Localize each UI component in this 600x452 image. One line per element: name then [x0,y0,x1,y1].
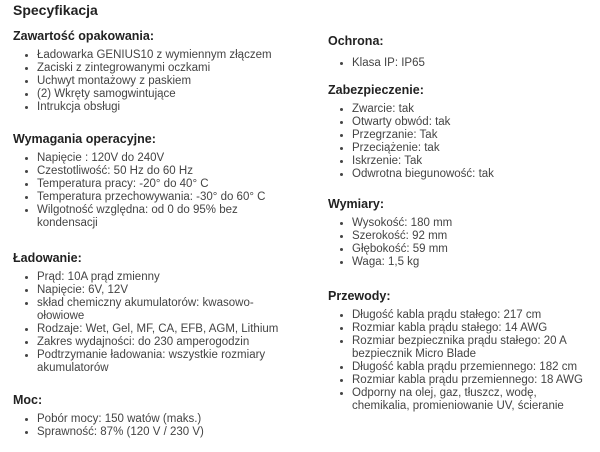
spec-list [328,57,593,70]
spec-item: Wilgotność względna: od 0 do 95% bez kondensacji [13,204,252,230]
spec-item: Długość kabla prądu stałego: 217 cm [328,309,593,322]
spec-item: Klasa IP: IP65 [328,57,593,70]
spec-item: Napięcie: 6V, 12V [13,284,308,297]
spec-item: Odporny na olej, gaz, tłuszcz, wodę, chemikalia, promieniowanie UV, ścieranie [328,387,580,413]
page-title: Specyfikacja [13,2,98,18]
spec-item: Temperatura pracy: -20° do 40° C [13,178,308,191]
spec-item: Otwarty obwód: tak [328,116,593,129]
spec-item: (2) Wkręty samogwintujące [13,88,308,101]
section-heading: Ochrona: [328,34,384,48]
spec-item: Rozmiar bezpiecznika prądu stałego: 20 A bezpiecznik Micro Blade [328,335,567,361]
spec-item: Uchwyt montażowy z paskiem [13,75,308,88]
section-package-contents [13,28,308,114]
spec-list [13,49,308,114]
spec-item: Waga: 1,5 kg [328,256,593,269]
spec-item: Rozmiar kabla prądu stałego: 14 AWG [328,322,593,335]
spec-list [328,103,593,181]
section-heading: Przewody: [328,289,391,303]
spec-item: Iskrzenie: Tak [328,155,593,168]
spec-item: Zakres wydajności: do 230 amperogodzin [13,336,308,349]
section-heading: Wymiary: [328,197,385,211]
spec-item: Pobór mocy: 150 watów (maks.) [13,413,308,426]
spec-list [13,152,308,230]
spec-item: Podtrzymanie ładowania: wszystkie rozmiary akumulatorów [13,349,287,375]
section-power [13,392,308,439]
section-dimensions [328,196,593,269]
spec-item: Temperatura przechowywania: -30° do 60° C [13,191,308,204]
spec-item: Wysokość: 180 mm [328,217,593,230]
spec-item: Przegrzanie: Tak [328,129,593,142]
section-heading: Ładowanie: [13,251,82,265]
section-heading: Wymagania operacyjne: [13,132,156,146]
section-cables [328,288,593,413]
spec-item: Intrukcja obsługi [13,101,308,114]
spec-item: Czestotliwość: 50 Hz do 60 Hz [13,165,308,178]
section-charging [13,250,308,375]
section-operating-requirements [13,131,308,230]
spec-item: Prąd: 10A prąd zmienny [13,271,308,284]
section-protection [328,33,593,70]
spec-item: Przeciążenie: tak [328,142,593,155]
spec-item: Szerokość: 92 mm [328,230,593,243]
spec-item: Odwrotna biegunowość: tak [328,168,593,181]
section-heading: Moc: [13,393,43,407]
spec-item: Rozmiar kabla prądu przemiennego: 18 AWG [328,374,593,387]
spec-list [13,271,308,375]
spec-list [13,413,308,439]
spec-list [328,217,593,269]
section-heading: Zawartość opakowania: [13,29,155,43]
spec-item: Zwarcie: tak [328,103,593,116]
spec-list [328,309,593,413]
spec-item: Rodzaje: Wet, Gel, MF, CA, EFB, AGM, Lithium [13,323,308,336]
section-heading: Zabezpieczenie: [328,83,424,97]
spec-item: Sprawność: 87% (120 V / 230 V) [13,426,308,439]
spec-item: Długość kabla prądu przemiennego: 182 cm [328,361,593,374]
spec-item: Ładowarka GENIUS10 z wymiennym złączem [13,49,308,62]
section-safety [328,82,593,181]
spec-item: Napięcie : 120V do 240V [13,152,308,165]
spec-item: Zaciski z zintegrowanymi oczkami [13,62,308,75]
spec-item: Głębokość: 59 mm [328,243,593,256]
spec-item: skład chemiczny akumulatorów: kwasowo-ołowiowe [13,297,277,323]
